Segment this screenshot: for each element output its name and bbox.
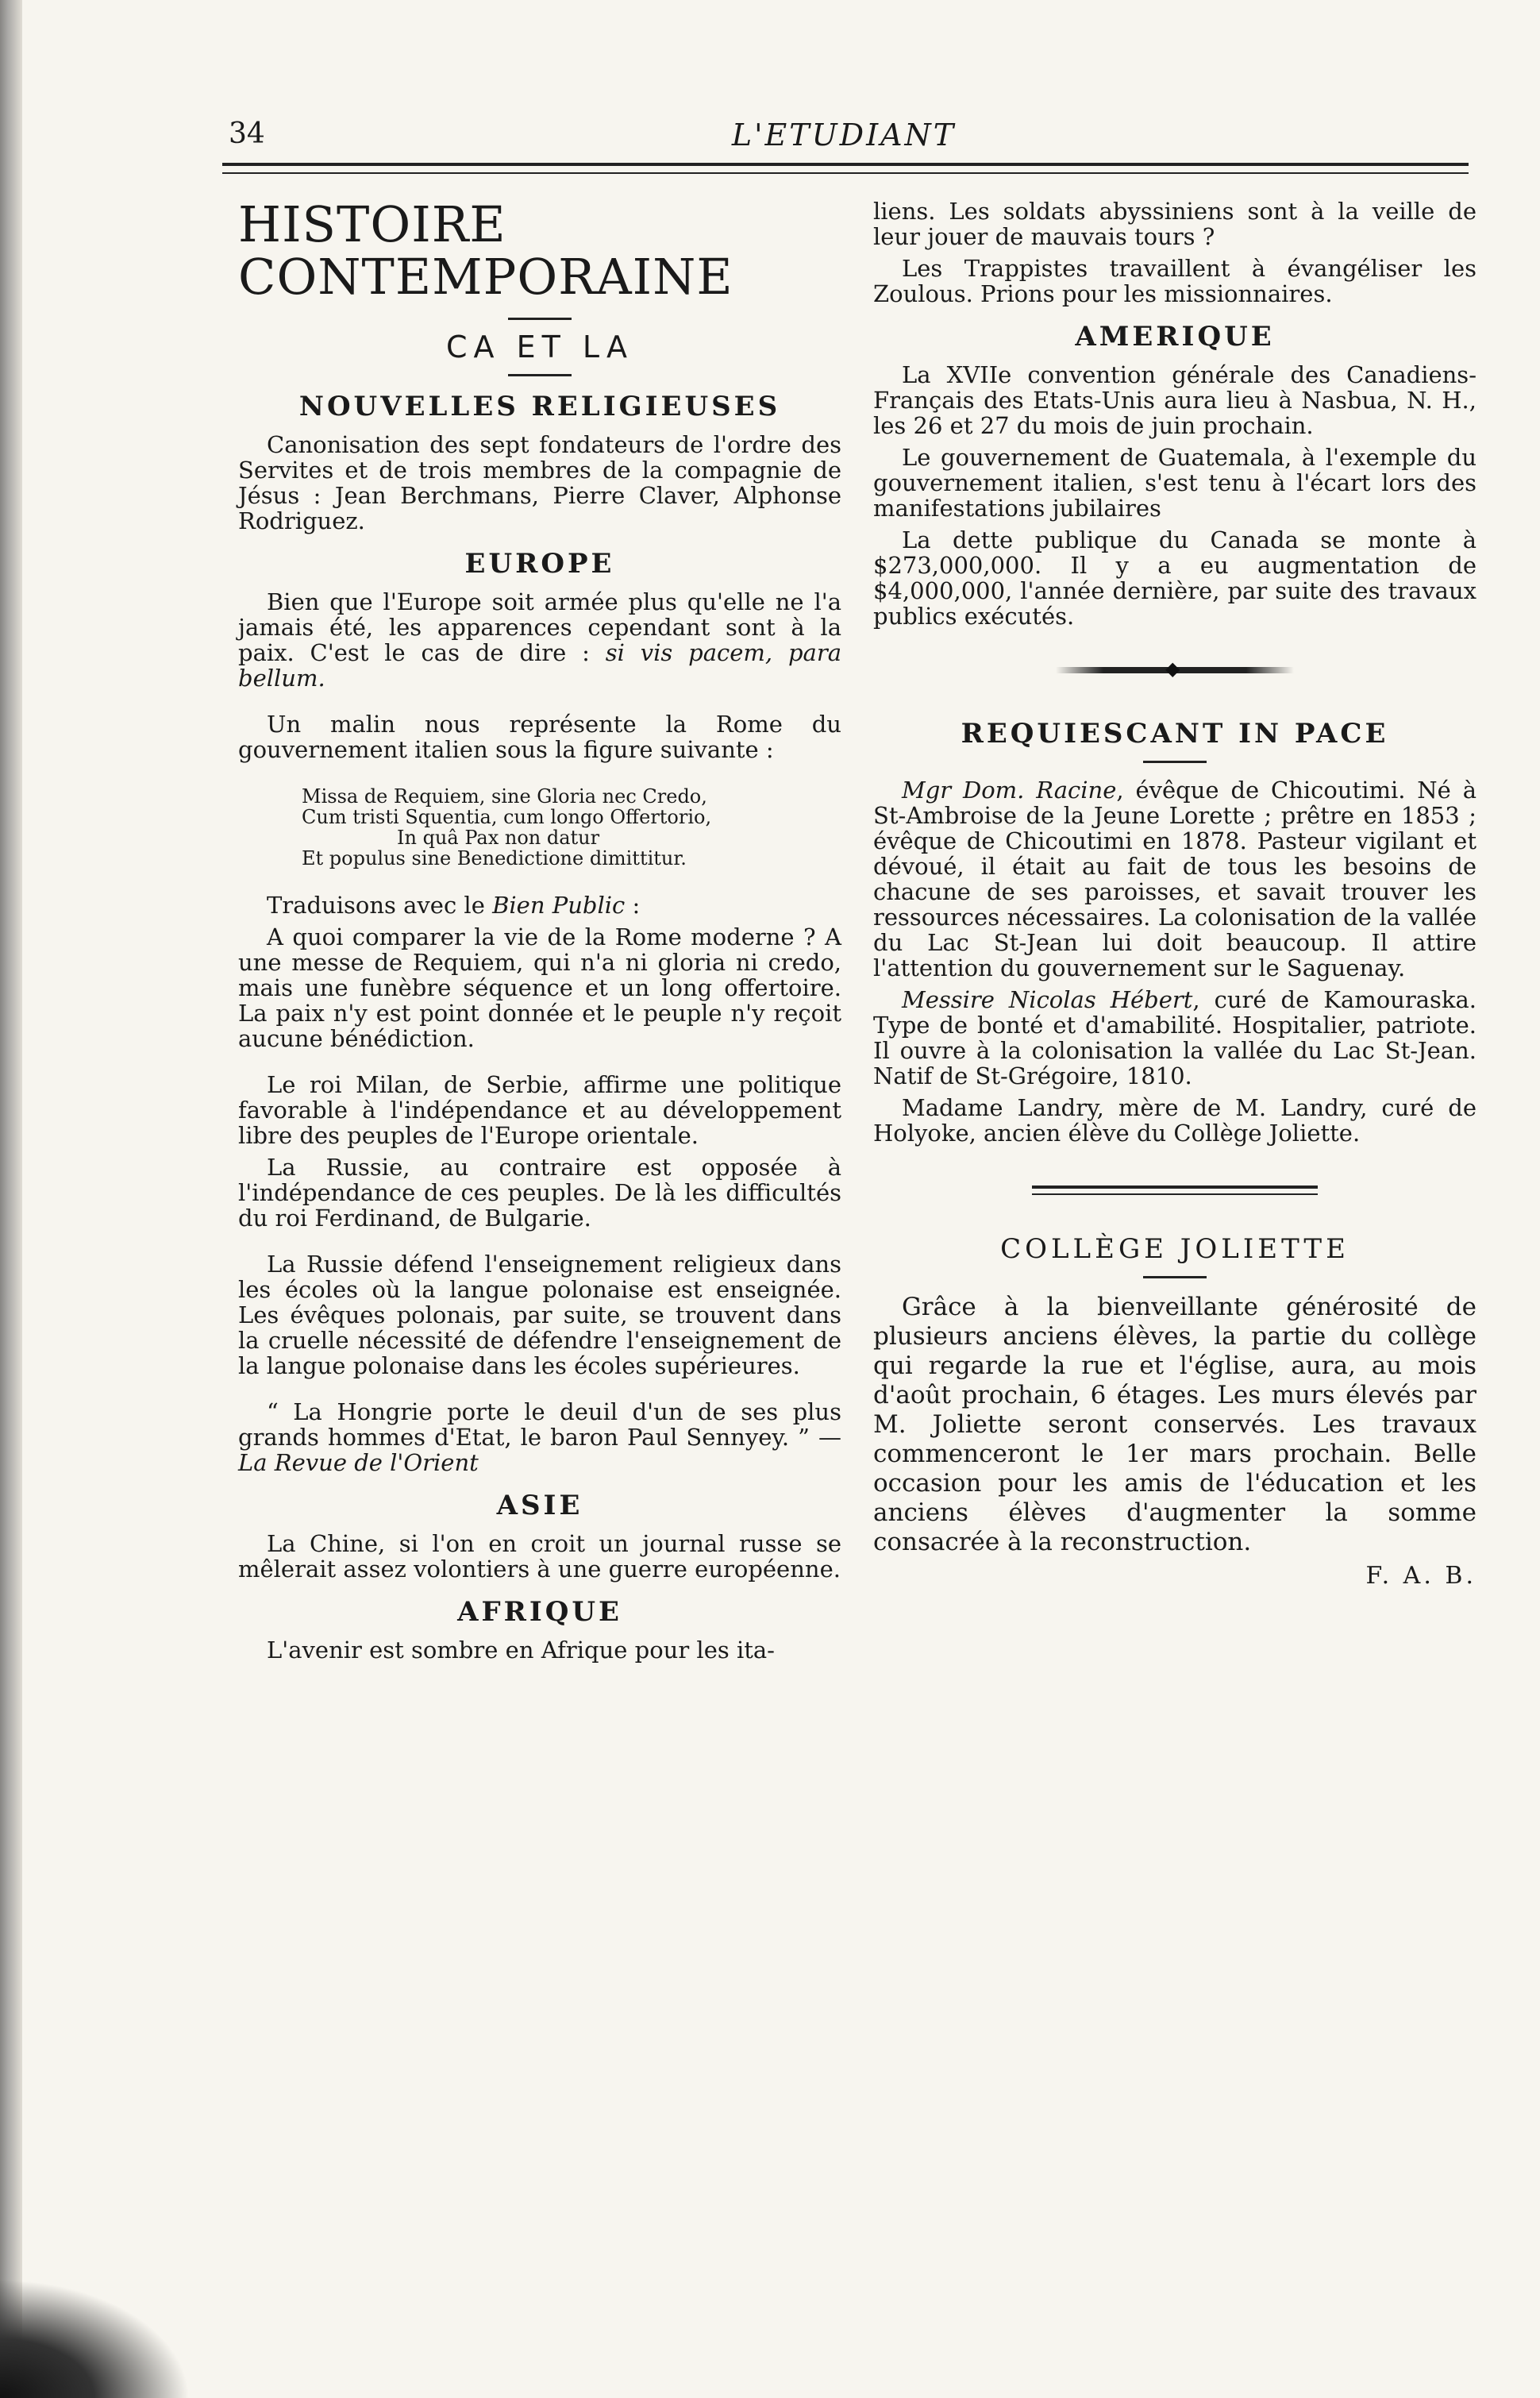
paragraph-text: : [625,892,641,919]
subtitle: CA ET LA [446,330,633,364]
section-title: HISTOIRE CONTEMPORAINE [238,195,733,306]
header-rule [222,163,1469,174]
heading-requiescant-in-pace: REQUIESCANT IN PACE [961,718,1389,750]
source-name: Bien Public [492,892,626,919]
poem-line: In quâ Pax non datur [397,827,600,849]
left-column [238,191,841,1669]
paragraph [873,987,1476,1089]
ornament-divider [1056,667,1294,673]
latin-quote: si vis pacem, para bellum. [238,639,841,692]
page-corner-stain [0,2279,191,2398]
page-number: 34 [229,118,265,150]
paragraph [873,777,1476,981]
paragraph: Le gouvernement de Guatemala, à l'exemple du gouvernement italien, s'est tenu à l'écart lors des manifestations jubilaires [873,444,1476,522]
paragraph: Madame Landry, mère de M. Landry, curé de Holyoke, ancien élève du Collège Joliette. [873,1094,1476,1147]
paragraph: liens. Les soldats abyssiniens sont à la veille de leur jouer de mauvais tours ? [873,198,1476,250]
divider-dash [1143,761,1207,763]
heading-nouvelles-religieuses: NOUVELLES RELIGIEUSES [298,391,781,422]
paragraph: La Russie, au contraire est opposée à l'indépendance de ces peuples. De là les difficultés du roi Ferdinand, de Bulgarie. [238,1154,841,1232]
paragraph: La Russie défend l'enseignement religieux dans les écoles où la langue polonaise est enseignée. Les évêques polonais, par suite, se trouvent dans la cruelle nécessité de défendre l'enseignement de la langue polonaise dans les écoles supérieures. [238,1251,841,1379]
poem-line: Missa de Requiem, sine Gloria nec Credo, [302,785,707,808]
divider-dash [508,318,572,320]
right-column [873,199,1476,1589]
page-binding-shadow [0,0,22,2398]
paragraph: L'avenir est sombre en Afrique pour les ita- [267,1637,775,1664]
running-title: L'ETUDIANT [731,118,957,152]
heading-amerique: AMERIQUE [1075,321,1275,353]
paragraph: Le roi Milan, de Serbie, affirme une politique favorable à l'indépendance et au développement libre des peuples de l'Europe orientale. [238,1071,841,1149]
heading-afrique: AFRIQUE [457,1596,622,1628]
heading-asie: ASIE [496,1490,583,1521]
page-header [221,118,1467,159]
paragraph-text: “ La Hongrie porte le deuil d'un de ses plus grands hommes d'Etat, le baron Paul Sennyey. ” — [238,1398,841,1451]
paragraph: Canonisation des sept fondateurs de l'ordre des Servites et de trois membres de la compagnie de Jésus : Jean Berchmans, Pierre Claver, Alphonse Rodriguez. [238,431,841,534]
paragraph [238,1399,841,1475]
latin-poem [302,786,841,869]
paragraph: Les Trappistes travaillent à évangéliser les Zoulous. Prions pour les missionnaires. [873,255,1476,307]
divider-dash [1143,1276,1207,1278]
paragraph: A quoi comparer la vie de la Rome moderne ? A une messe de Requiem, qui n'a ni gloria ni credo, mais une funèbre séquence et un long offertoire. La paix n'y est point donnée et le peuple n'y reçoit aucune bénédiction. [238,923,841,1052]
paragraph: La Chine, si l'on en croit un journal russe se mêlerait assez volontiers à une guerre européenne. [238,1530,841,1583]
paragraph-text: Bien que l'Europe soit armée plus qu'elle ne l'a jamais été, les apparences cependant sont à la paix. C'est le cas de dire : [238,588,841,666]
heading-europe: EUROPE [464,548,615,580]
paragraph: Un malin nous représente la Rome du gouvernement italien sous la figure suivante : [238,711,841,763]
person-name: Mgr Dom. Racine [902,777,1117,804]
paragraph-text: Traduisons avec le [267,892,493,919]
person-name: Messire Nicolas Hébert [902,986,1193,1013]
paragraph: La dette publique du Canada se monte à $273,000,000. Il y a eu augmentation de $4,000,000, l'année dernière, par suite des travaux publics exécutés. [873,526,1476,630]
signature: F. A. B. [1365,1562,1476,1590]
heading-college-joliette: COLLÈGE JOLIETTE [1000,1233,1349,1265]
source-name: La Revue de l'Orient [238,1449,479,1476]
divider-dash [508,374,572,376]
paragraph [238,893,841,918]
poem-line: Et populus sine Benedictione dimittitur. [302,847,687,869]
paragraph: La XVIIe convention générale des Canadiens-Français des Etats-Unis aura lieu à Nasbua, N. H., les 26 et 27 du mois de juin prochain. [873,361,1476,439]
paragraph [238,589,841,691]
paragraph-text: , curé de Kamouraska. Type de bonté et d'amabilité. Hospitalier, patriote. Il ouvre à la colonisation la vallée du Lac St-Jean. Natif de St-Grégoire, 1810. [873,986,1476,1089]
poem-line: Cum tristi Squentia, cum longo Offertorio, [302,806,712,828]
paragraph: Grâce à la bienveillante générosité de plusieurs anciens élèves, la partie du collège qui regarde la rue et l'église, aura, au mois d'août prochain, 6 étages. Les murs élevés par M. Joliette seront conservés. Les travaux commenceront le 1er mars prochain. Belle occasion pour les amis de l'éducation et les anciens élèves d'augmenter la somme consacrée à la reconstruction. [873,1293,1476,1556]
paragraph-text: , évêque de Chicoutimi. Né à St-Ambroise de la Jeune Lorette ; prêtre en 1853 ; évêque de Chicoutimi en 1878. Pasteur vigilant et dévoué, il était au fait de tous les besoins de chacune de ses paroisses, et savait trouver les ressources nécessaires. La colonisation de la vallée du Lac St-Jean lui doit beaucoup. Il attire l'attention du gouvernement sur le Saguenay. [873,777,1476,981]
double-rule-divider [1032,1186,1318,1195]
